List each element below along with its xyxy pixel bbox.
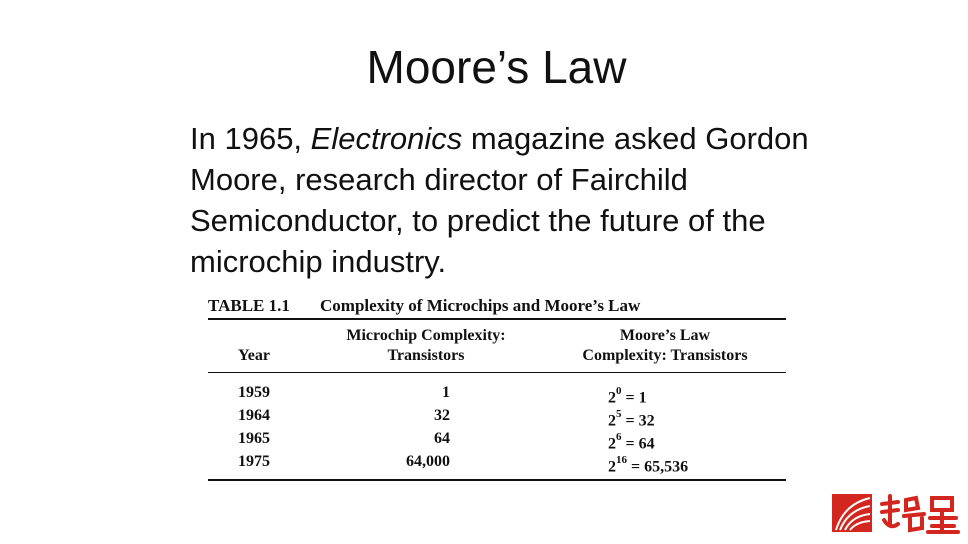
table-body	[208, 373, 786, 479]
header-moore-line2: Complexity: Transistors	[582, 347, 748, 364]
slide-title: Moore’s Law	[366, 41, 627, 93]
header-year: Year	[238, 347, 270, 364]
cell-year: 1975	[238, 453, 270, 470]
table-row	[208, 404, 786, 430]
cell-moore: $2^0 = 1$	[608, 385, 647, 407]
table-bottom-rule	[208, 479, 786, 481]
table-row	[208, 450, 786, 476]
table-caption-text: Complexity of Microchips and Moore’s Law	[320, 296, 641, 315]
cell-moore: $2^{16} = 65,536$	[608, 454, 689, 476]
cell-complexity: 1	[442, 384, 450, 401]
table-row	[208, 381, 786, 407]
moores-law-table	[208, 294, 786, 481]
cell-complexity: 64	[434, 430, 450, 447]
body-paragraph	[190, 118, 830, 282]
header-moore	[560, 326, 770, 366]
publisher-logo-icon	[830, 490, 960, 536]
cell-moore: $2^5 = 32$	[608, 408, 655, 430]
cell-complexity: 64,000	[406, 453, 450, 470]
cell-year: 1964	[238, 407, 270, 424]
table-row	[208, 427, 786, 453]
cell-year: 1959	[238, 384, 270, 401]
table-header	[208, 320, 786, 372]
body-text-pre: In 1965,	[190, 121, 311, 156]
body-text-post: magazine asked Gordon Moore, research director of Fairchild Semiconductor, to predict the future of the microchip industry.	[190, 121, 809, 279]
header-moore-line1: Moore’s Law	[619, 327, 711, 344]
magazine-name: Electronics	[310, 121, 463, 156]
cell-year: 1965	[238, 430, 270, 447]
table-caption	[208, 294, 786, 318]
header-complexity-line1: Microchip Complexity:	[346, 327, 506, 344]
header-complexity	[326, 326, 526, 366]
table-number: TABLE 1.1	[208, 296, 290, 315]
cell-moore: $2^6 = 64$	[608, 431, 655, 453]
cell-complexity: 32	[434, 407, 450, 424]
header-complexity-line2: Transistors	[387, 347, 465, 364]
